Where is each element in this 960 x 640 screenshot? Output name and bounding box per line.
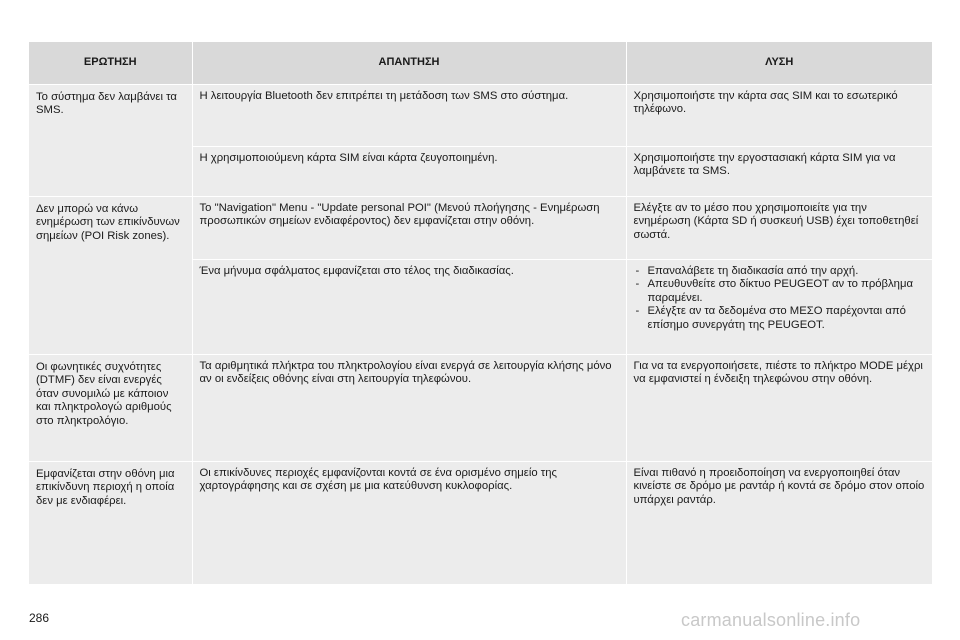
list-item: - Απευθυνθείτε στο δίκτυο PEUGEOT αν το πρόβλημα παραμένει. (634, 278, 927, 305)
page-number: 286 (29, 611, 50, 625)
table-row (29, 355, 932, 462)
answer-cell: Ένα μήνυμα σφάλματος εμφανίζεται στο τέλος της διαδικασίας. (192, 260, 626, 355)
question-cell: Δεν μπορώ να κάνω ενημέρωση των επικίνδυνων σημείων (POI Risk zones). (29, 197, 192, 355)
faq-table (29, 42, 932, 584)
solution-list (634, 265, 927, 332)
header-row (29, 42, 932, 85)
answer-cell: Το "Navigation" Menu - "Update personal POI" (Μενού πλοήγησης - Ενημέρωση προσωπικών σημείων ενδιαφέροντος) δεν εμφανίζεται στην οθόνη. (192, 197, 626, 260)
table-row (29, 462, 932, 584)
solution-cell: Χρησιμοποιήστε την εργοστασιακή κάρτα SIM για να λαμβάνετε τα SMS. (626, 147, 932, 197)
question-cell: Το σύστημα δεν λαμβάνει τα SMS. (29, 85, 192, 197)
solution-cell: Είναι πιθανό η προειδοποίηση να ενεργοποιηθεί όταν κινείστε σε δρόμο με ραντάρ ή κοντά σε δρόμο στον οποίο υπάρχει ραντάρ. (626, 462, 932, 584)
question-cell: Οι φωνητικές συχνότητες (DTMF) δεν είναι ενεργές όταν συνομιλώ με κάποιον και πληκτρολογώ αριθμούς στο πληκτρολόγιο. (29, 355, 192, 462)
answer-cell: Η χρησιμοποιούμενη κάρτα SIM είναι κάρτα ζευγοποιημένη. (192, 147, 626, 197)
answer-cell: Οι επικίνδυνες περιοχές εμφανίζονται κοντά σε ένα ορισμένο σημείο της χαρτογράφησης και σε σχέση με μια κατεύθυνση κυκλοφορίας. (192, 462, 626, 584)
table-row (29, 197, 932, 260)
header-question: ΕΡΩΤΗΣΗ (29, 42, 192, 85)
solution-cell: Για να τα ενεργοποιήσετε, πιέστε το πλήκτρο MODE μέχρι να εμφανιστεί η ένδειξη τηλεφώνου στην οθόνη. (626, 355, 932, 462)
solution-cell: Ελέγξτε αν το μέσο που χρησιμοποιείτε για την ενημέρωση (Κάρτα SD ή συσκευή USB) έχει τοποθετηθεί σωστά. (626, 197, 932, 260)
table-row (29, 85, 932, 147)
list-item: - Επαναλάβετε τη διαδικασία από την αρχή. (634, 265, 927, 278)
answer-cell: Η λειτουργία Bluetooth δεν επιτρέπει τη μετάδοση των SMS στο σύστημα. (192, 85, 626, 147)
answer-cell: Τα αριθμητικά πλήκτρα του πληκτρολογίου είναι ενεργά σε λειτουργία κλήσης μόνο αν οι ενδείξεις οθόνης είναι στη λειτουργία τηλεφώνου. (192, 355, 626, 462)
watermark: carmanualsonline.info (681, 610, 861, 630)
question-cell: Εμφανίζεται στην οθόνη μια επικίνδυνη περιοχή η οποία δεν με ενδιαφέρει. (29, 462, 192, 584)
solution-cell (626, 260, 932, 355)
solution-cell: Χρησιμοποιήστε την κάρτα σας SIM και το εσωτερικό τηλέφωνο. (626, 85, 932, 147)
header-solution: ΛΥΣΗ (626, 42, 932, 85)
list-item: - Ελέγξτε αν τα δεδομένα στο ΜΕΣΟ παρέχονται από επίσημο συνεργάτη της PEUGEOT. (634, 305, 927, 332)
header-answer: ΑΠΑΝΤΗΣΗ (192, 42, 626, 85)
